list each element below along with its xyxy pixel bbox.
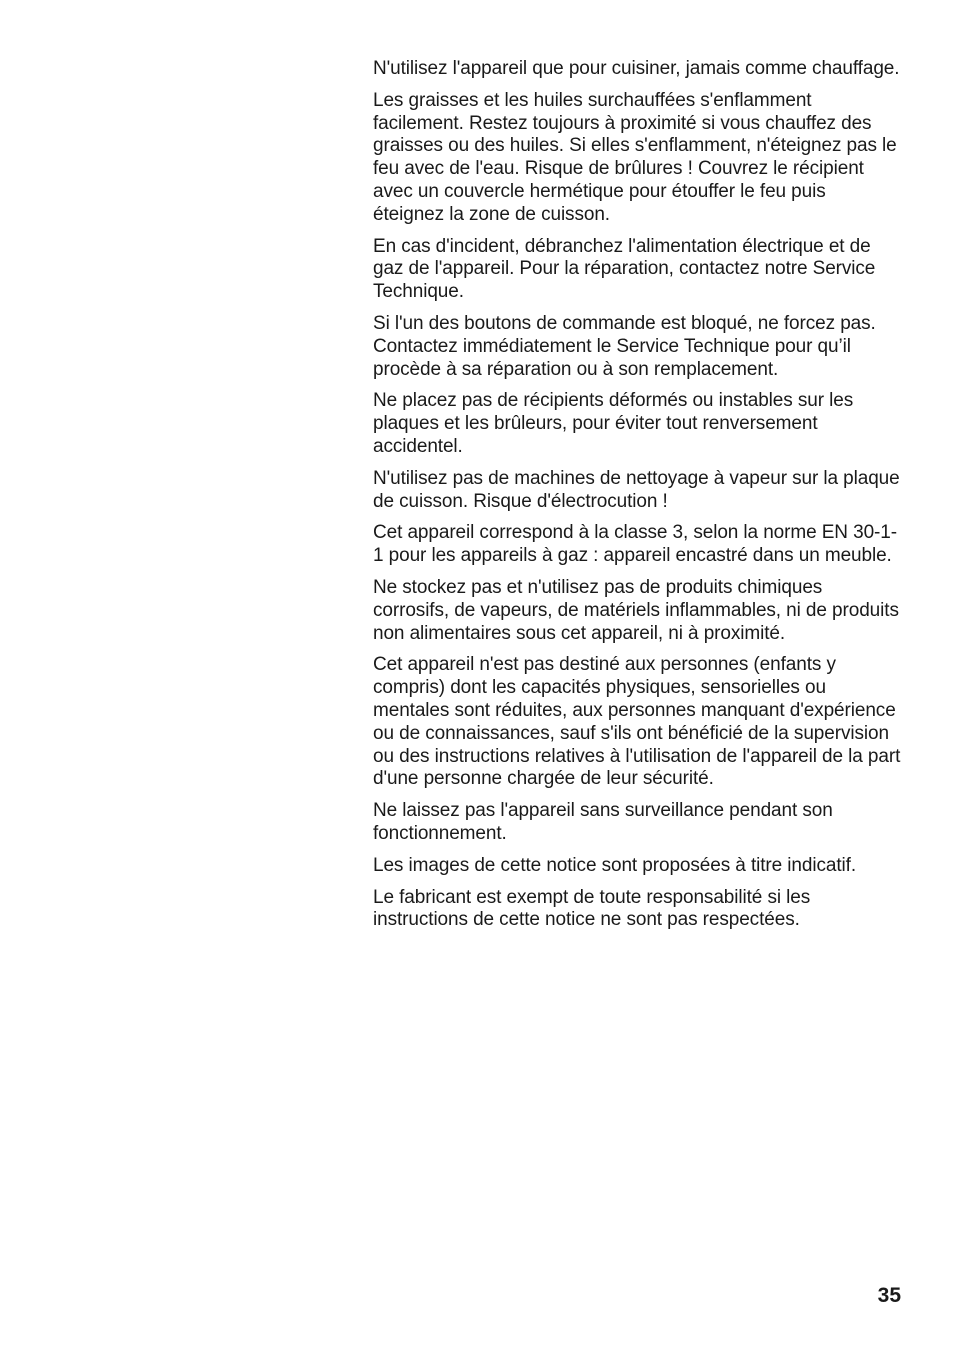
paragraph-steam-cleaner: N'utilisez pas de machines de nettoyage à vapeur sur la plaque de cuisson. Risque d'électrocution ! (373, 467, 900, 512)
paragraph-overheated-oil: Les graisses et les huiles surchauffées s'enflamment facilement. Restez toujours à proximité si vous chauffez des graisses ou des huiles. Si elles s'enflamment, n'éteignez pas le feu avec de l'eau. Risque de brûlures ! Couvrez le récipient avec un couvercle hermétique pour étouffer le feu puis éteignez la zone de cuisson. (373, 89, 897, 225)
paragraph-incident: En cas d'incident, débranchez l'alimentation électrique et de gaz de l'appareil. Pour la réparation, contactez notre Service Technique. (373, 235, 876, 303)
page-number: 35 (877, 1284, 901, 1307)
paragraph-images: Les images de cette notice sont proposées à titre indicatif. (373, 854, 857, 876)
paragraph-unstable-pans: Ne placez pas de récipients déformés ou instables sur les plaques et les brûleurs, pour éviter tout renversement accidentel. (373, 390, 854, 457)
safety-instructions (373, 58, 901, 941)
paragraph-chemicals: Ne stockez pas et n'utilisez pas de produits chimiques corrosifs, de vapeurs, de matériels inflammables, ni de produits non alimentaires sous cet appareil, ni à proximité. (373, 576, 899, 644)
paragraph-manufacturer: Le fabricant est exempt de toute responsabilité si les instructions de cette notice ne sont pas respectées. (373, 886, 811, 931)
paragraph-blocked-knob: Si l'un des boutons de commande est bloqué, ne forcez pas. Contactez immédiatement le Service Technique pour qu’il procède à sa réparation ou à son remplacement. (373, 312, 876, 380)
paragraph-reduced-capacity: Cet appareil n'est pas destiné aux personnes (enfants y compris) dont les capacités physiques, sensorielles ou mentales sont réduites, aux personnes manquant d'expérience ou de connaissances, sauf s'ils ont bénéficié de la supervision ou des instructions relatives à l'utilisation de l'appareil de la part d'une personne chargée de leur sécurité. (373, 654, 901, 790)
paragraph-appliance-class: Cet appareil correspond à la classe 3, selon la norme EN 30-1-1 pour les appareils à gaz : appareil encastré dans un meuble. (373, 522, 897, 567)
paragraph-cooking-only: N'utilisez l'appareil que pour cuisiner, jamais comme chauffage. (373, 58, 900, 79)
paragraph-supervision: Ne laissez pas l'appareil sans surveillance pendant son fonctionnement. (373, 800, 833, 844)
